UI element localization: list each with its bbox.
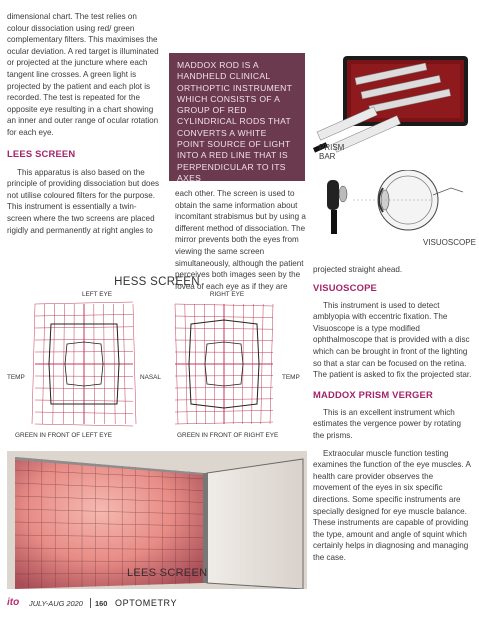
caption-right: GREEN IN FRONT OF RIGHT EYE	[177, 432, 279, 439]
right-eye-label: RIGHT EYE	[209, 291, 245, 298]
pull-quote: MADDOX ROD IS A HANDHELD CLINICAL ORTHOPTIC INSTRUMENT WHICH CONSISTS OF A GROUP OF RED CYLINDRICAL RODS THAT CONVERTS A WHITE POINT SOURCE OF LIGHT INTO A RED LINE THAT IS PERPENDICULAR TO ITS AXES	[169, 53, 305, 181]
hess-screen-figure	[7, 276, 307, 442]
hess-grid-line	[233, 304, 234, 424]
middle-para: each other. The screen is used to obtain the same information about incomitant strabismus but by using a different method of dissociation. The mirror prevents both the eyes from viewing the same screen simultaneously, although the patient perceives both images seen by the fovea of each eye as if they are	[175, 189, 306, 291]
logo-ito: ito	[7, 597, 20, 608]
lees-screen-heading: LEES SCREEN	[7, 147, 76, 159]
hess-chart-left	[29, 300, 139, 428]
lees-screen-photo	[7, 451, 307, 589]
hess-grid-line	[35, 424, 133, 426]
lees-screen-label: LEES SCREEN	[127, 567, 208, 579]
hess-chart-right	[169, 300, 279, 428]
caption-left: GREEN IN FRONT OF LEFT EYE	[15, 432, 113, 439]
hess-grid-line	[94, 304, 95, 424]
visuoscope-heading: VISUOSCOPE	[313, 281, 377, 293]
section-name: OPTOMETRY	[115, 598, 178, 608]
page-number: 160	[95, 599, 108, 608]
left-para-1: dimensional chart. The test relies on colour dissociation using red/ green complementary filters. This maximises the ocular deviation. A red target is illuminated or projected at the juncture where each tangent line crosses. A green light is projected by the patient and each plot is recorded. The test is repeated for the opposite eye resulting in a chart showing an inner and outer range of ocular rotation for each eye.	[7, 12, 159, 137]
hess-grid-line	[35, 302, 133, 304]
footer-divider	[90, 598, 91, 608]
temp-right-label: TEMP	[282, 374, 300, 381]
footer	[7, 597, 307, 611]
prism-bar-label: PRISM BAR	[319, 143, 345, 161]
visuoscope-label: VISUOSCOPE	[423, 238, 476, 247]
hess-grid-line	[32, 304, 35, 424]
right-para-1: projected straight ahead.	[313, 265, 403, 274]
left-para-2: This apparatus is also based on the principle of providing dissociation but does not utilise coloured filters for the purpose. This instrument is essentially a twin-screen where the two screens are placed rigidly and permanently at right angles to	[7, 167, 160, 235]
visuoscope-diagram	[313, 170, 475, 250]
right-para-3: This is an excellent instrument which estimates the vergence power by rotating the prisms.	[313, 407, 462, 440]
temp-left-label: TEMP	[7, 374, 25, 381]
hess-screen-title: HESS SCREEN	[114, 276, 200, 288]
maddox-prism-verger-heading: MADDOX PRISM VERGER	[313, 388, 433, 400]
prism-bar-photo	[313, 48, 473, 163]
right-column	[313, 264, 473, 563]
left-column	[7, 11, 160, 236]
nasal-label: NASAL	[140, 374, 161, 381]
issue-date: JULY-AUG 2020	[29, 599, 83, 608]
hess-grid-line	[133, 304, 136, 424]
left-eye-label: LEFT EYE	[81, 291, 113, 298]
right-para-2: This instrument is used to detect amblyopia with eccentric fixation. The Visuoscope is a type modified ophthalmoscope that is provided with a disc which can be brought in front of the lighting so that a star can be focused on the retina. The patient is asked to fix the projected star.	[313, 300, 472, 380]
right-para-4: Extraocular muscle function testing examines the function of the eye muscles. A health care provider observes the movement of the eyes in six specific directions. Some specific instruments are specially designed for eye muscle balance. These instruments are capable of providing the type, amount and angle of squint which certainly helps in diagnosing and managing the case.	[313, 448, 471, 562]
